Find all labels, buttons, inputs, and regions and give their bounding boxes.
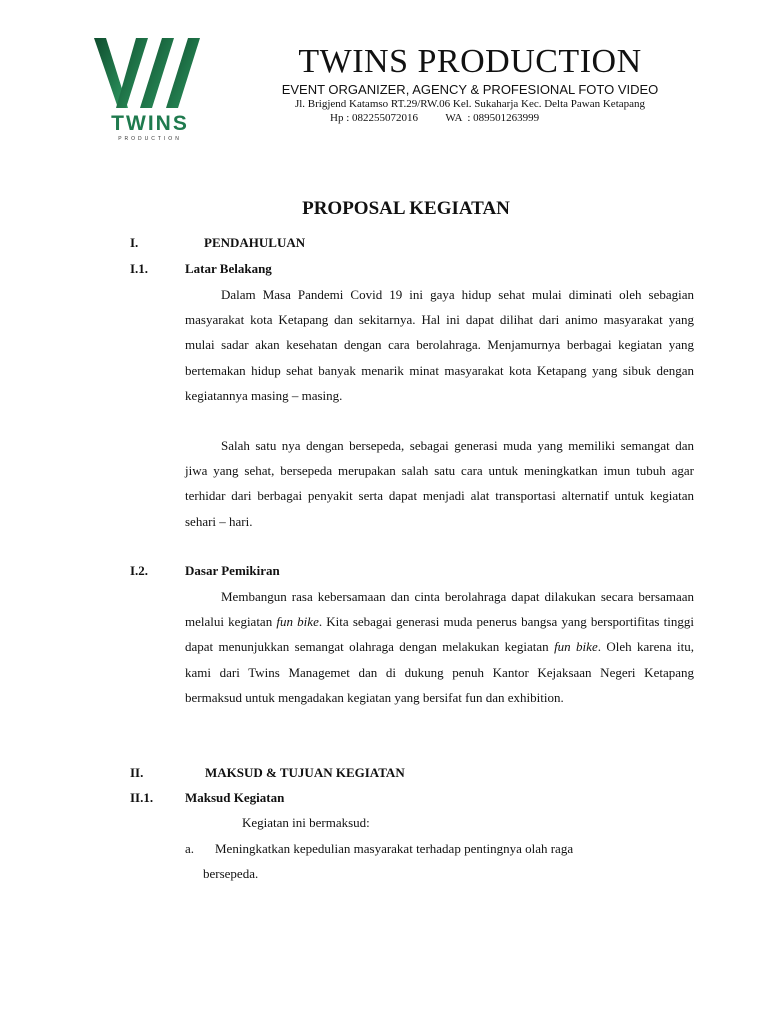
company-logo bbox=[90, 34, 210, 146]
subsection-1-2-number: I.2. bbox=[130, 563, 149, 578]
twins-logo-mark bbox=[90, 34, 210, 114]
whatsapp-number: WA : 089501263999 bbox=[445, 112, 540, 124]
section-2-heading: MAKSUD & TUJUAN KEGIATAN bbox=[205, 765, 405, 780]
company-name: TWINS PRODUCTION bbox=[298, 43, 642, 80]
subsection-2-1-number: II.1. bbox=[130, 790, 154, 805]
phone-number: Hp : 082255072016 bbox=[330, 112, 418, 124]
company-contact bbox=[330, 112, 630, 124]
company-tagline: EVENT ORGANIZER, AGENCY & PROFESIONAL FOTO VIDEO bbox=[281, 82, 659, 97]
latar-belakang-paragraph-1: Dalam Masa Pandemi Covid 19 ini gaya hidup sehat mulai diminati oleh sebagian masyarakat kota Ketapang dan sekitarnya. Hal ini dapat dilihat dari animo masyarakat yang mulai sadar akan kesehatan dengan cara berolahraga. Menjamurnya berbagai kegiatan yang bertemakan hidup sehat banyak menarik minat masyarakat kota Ketapang yang sibuk dengan kegiatannya masing – masing. bbox=[185, 287, 694, 403]
maksud-intro: Kegiatan ini bermaksud: bbox=[242, 815, 370, 830]
section-1-heading: PENDAHULUAN bbox=[204, 235, 306, 250]
dasar-pemikiran-paragraph: Membangun rasa kebersamaan dan cinta berolahraga dapat dilakukan secara bersamaan melalui kegiatan fun bike. Kita sebagai generasi muda penerus bangsa yang bersportifitas tinggi dapat menunjukkan semangat olahraga dengan melakukan kegiatan fun bike. Oleh karena itu, kami dari Twins Managemet dan di dukung penuh Kantor Kejaksaan Negeri Ketapang bermaksud untuk mengadakan kegiatan yang bersifat fun dan exhibition. bbox=[185, 589, 695, 705]
list-item: a. Meningkatkan kepedulian masyarakat terhadap pentingnya olah raga bersepeda. bbox=[185, 836, 694, 886]
subsection-2-1-heading: Maksud Kegiatan bbox=[185, 790, 285, 805]
subsection-1-2-heading: Dasar Pemikiran bbox=[185, 563, 280, 578]
subsection-1-1-heading: Latar Belakang bbox=[185, 261, 272, 276]
latar-belakang-paragraph-2: Salah satu nya dengan bersepeda, sebagai generasi muda yang memiliki semangat dan jiwa yang sehat, bersepeda merupakan salah satu cara untuk meningkatkan imun tubuh agar terhidar dari berbagai penyakit serta dapat menjadi alat transportasi alternatif untuk kegiatan sehari – hari. bbox=[185, 438, 694, 529]
document-title: PROPOSAL KEGIATAN bbox=[302, 198, 510, 219]
company-address: Jl. Brigjend Katamso RT.29/RW.06 Kel. Sukaharja Kec. Delta Pawan Ketapang bbox=[294, 98, 646, 110]
section-1-number: I. bbox=[130, 235, 139, 250]
list-marker: a. bbox=[185, 841, 195, 856]
subsection-1-1-number: I.1. bbox=[130, 261, 149, 276]
logo-subtext: PRODUCTION bbox=[118, 136, 182, 142]
section-2-number: II. bbox=[130, 765, 144, 780]
logo-wordmark: TWINS bbox=[111, 112, 189, 135]
